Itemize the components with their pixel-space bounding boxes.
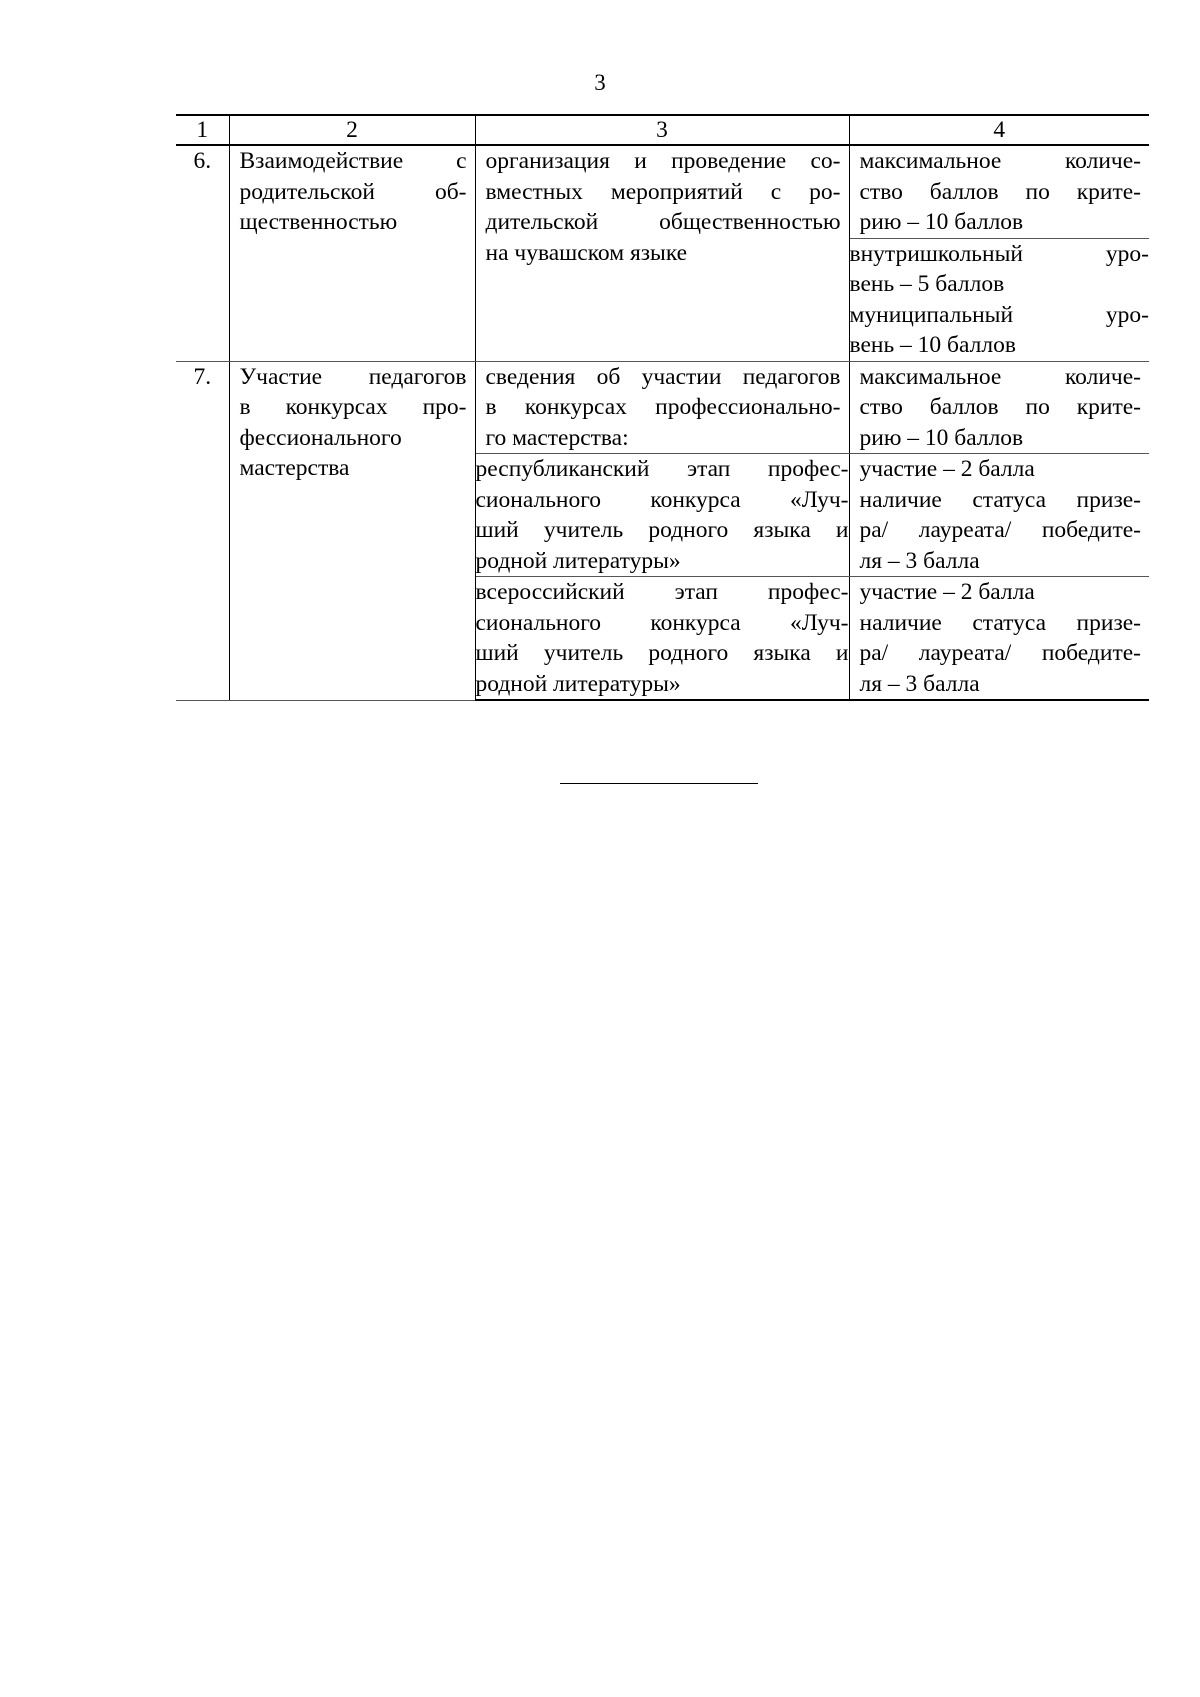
text-line: наличие статуса призе- [859, 486, 1141, 513]
text-line: родной литературы» [475, 547, 681, 574]
table-row [176, 361, 1149, 454]
header-cell-2: 2 [229, 115, 475, 145]
text-line: в конкурсах профессионально- [485, 394, 841, 420]
text-line: внутришкольный уро- [849, 240, 1149, 267]
row-number: 6. [176, 145, 229, 361]
text-line: дительской общественностью [485, 209, 841, 235]
text-line: родной литературы» [475, 670, 681, 697]
text-line: вень – 5 баллов [849, 271, 1005, 297]
text-line: ра/ лауреата/ победите- [859, 640, 1141, 666]
header-cell-1: 1 [176, 115, 229, 145]
text-line: ство баллов по крите- [859, 178, 1141, 205]
text-line: в конкурсах про- [239, 394, 467, 420]
table-row [176, 145, 1149, 238]
text-line: ля – 3 балла [859, 670, 980, 697]
text-line: участие – 2 балла [859, 579, 1035, 605]
text-line: родительской об- [239, 178, 467, 205]
indicator-cell [475, 145, 849, 361]
text-line: рию – 10 баллов [859, 209, 1024, 235]
text-line: сионального конкурса «Луч- [475, 609, 849, 636]
text-line: ство баллов по крите- [859, 394, 1141, 420]
indicator-cell [475, 454, 849, 577]
header-cell-4: 4 [849, 115, 1149, 145]
text-line: республиканский этап профес- [475, 456, 849, 482]
criteria-table [176, 114, 1149, 701]
criterion-cell [229, 361, 475, 700]
text-line: Взаимодействие с [239, 148, 467, 174]
text-line: ший учитель родного языка и [475, 640, 849, 666]
text-line: участие – 2 балла [859, 456, 1035, 482]
closing-divider [560, 783, 758, 784]
indicator-cell [475, 361, 849, 454]
text-line: мастерства [239, 455, 350, 481]
criterion-cell [229, 145, 475, 361]
row-number: 7. [176, 361, 229, 700]
text-line: фессионального [239, 424, 402, 451]
score-cell [849, 577, 1149, 701]
page-number: 3 [594, 70, 606, 95]
text-line: вень – 10 баллов [849, 332, 1016, 358]
text-line: организация и проведение со- [485, 148, 841, 174]
text-line: муниципальный уро- [849, 301, 1149, 328]
text-line: на чувашском языке [485, 239, 688, 266]
table-header-row [176, 115, 1149, 145]
text-line: сионального конкурса «Луч- [475, 486, 849, 513]
score-cell [849, 238, 1149, 361]
score-cell [849, 361, 1149, 454]
text-line: вместных мероприятий с ро- [485, 178, 841, 205]
text-line: щественностью [239, 209, 398, 235]
text-line: Участие педагогов [239, 363, 467, 390]
text-line: максимальное количе- [859, 148, 1141, 174]
indicator-cell [475, 577, 849, 701]
text-line: рию – 10 баллов [859, 424, 1024, 451]
text-line: сведения об участии педагогов [485, 363, 841, 390]
text-line: наличие статуса призе- [859, 609, 1141, 636]
text-line: максимальное количе- [859, 363, 1141, 390]
header-cell-3: 3 [475, 115, 849, 145]
text-line: го мастерства: [485, 424, 629, 451]
score-cell [849, 454, 1149, 577]
text-line: ший учитель родного языка и [475, 517, 849, 543]
text-line: всероссийский этап профес- [475, 579, 849, 605]
text-line: ра/ лауреата/ победите- [859, 517, 1141, 543]
text-line: ля – 3 балла [859, 547, 980, 574]
score-cell [849, 145, 1149, 238]
